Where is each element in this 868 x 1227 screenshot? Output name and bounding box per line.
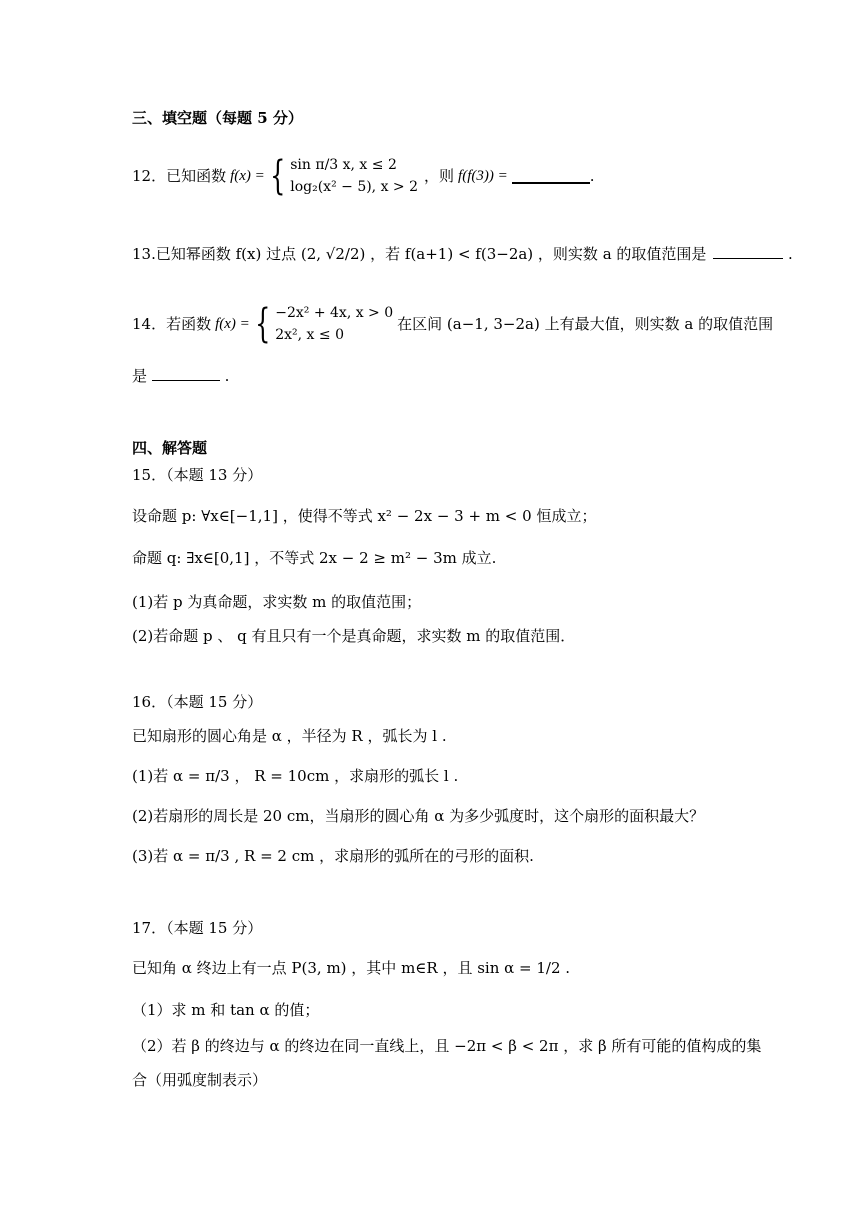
q12-label: 12．已知函数: [132, 167, 227, 185]
q12-case-1: sin π/3 x, x ≤ 2: [290, 157, 397, 173]
q17-header: 17．（本题 15 分）: [132, 919, 263, 937]
q12-answer-blank[interactable]: [512, 168, 590, 184]
q17-subquestion-1: （1）求 m 和 tan α 的值；: [132, 1001, 320, 1019]
q17-subquestion-2-b: 合（用弧度制表示）: [132, 1071, 268, 1089]
question-12: [132, 148, 595, 204]
question-14: [132, 298, 773, 350]
q13-end: .: [787, 245, 793, 263]
q14-cases: [275, 302, 393, 346]
q15-subquestion-2: (2)若命题 p 、 q 有且只有一个是真命题，求实数 m 的取值范围．: [132, 627, 576, 645]
q14-case-2: 2x², x ≤ 0: [275, 327, 344, 343]
q12-end: .: [589, 167, 595, 185]
q16-subquestion-1: (1)若 α = π/3 ， R = 10cm ，求扇形的弧长 l .: [132, 767, 459, 785]
section-3-title: 三、填空题（每题 5 分）: [132, 109, 303, 127]
question-14-line-2: [132, 366, 229, 386]
q12-fx: f(x) =: [230, 168, 265, 184]
q12-cases: [290, 154, 418, 198]
q15-proposition-p: 设命题 p: ∀x∈[−1,1] ，使得不等式 x² − 2x − 3 + m < 0 恒成立；: [132, 507, 597, 525]
q14-brace: {: [254, 301, 271, 347]
section-4-title: 四、解答题: [132, 439, 208, 457]
q14-rest: 在区间 (a−1, 3−2a) 上有最大值，则实数 a 的取值范围: [397, 315, 774, 333]
question-13: [132, 244, 793, 264]
q13-answer-blank[interactable]: [713, 244, 783, 259]
q15-proposition-q: 命题 q: ∃x∈[0,1] ，不等式 2x − 2 ≥ m² − 3m 成立.: [132, 549, 497, 567]
q12-ask: f(f(3)) =: [458, 168, 508, 184]
q16-subquestion-2: (2)若扇形的周长是 20 cm，当扇形的圆心角 α 为多少弧度时，这个扇形的面积最大？: [132, 807, 705, 825]
q17-subquestion-2-a: （2）若 β 的终边与 α 的终边在同一直线上，且 −2π < β < 2π ，求 β 所有可能的值构成的集: [132, 1037, 762, 1055]
q13-text: 13.已知幂函数 f(x) 过点 (2, √2/2) ，若 f(a+1) < f(3−2a) ，则实数 a 的取值范围是: [132, 245, 707, 263]
q15-subquestion-1: (1)若 p 为真命题，求实数 m 的取值范围；: [132, 593, 422, 611]
q16-subquestion-3: (3)若 α = π/3 , R = 2 cm ，求扇形的弧所在的弓形的面积.: [132, 847, 534, 865]
q15-header: 15．（本题 13 分）: [132, 466, 263, 484]
q14-label: 14．若函数: [132, 315, 212, 333]
q14-fx: f(x) =: [215, 316, 250, 332]
q14-answer-blank[interactable]: [152, 366, 220, 381]
q12-brace: {: [269, 153, 286, 199]
q12-case-2: log₂(x² − 5), x > 2: [290, 179, 419, 195]
q14-line2: 是: [132, 367, 148, 385]
q17-intro: 已知角 α 终边上有一点 P(3, m) ，其中 m∈R ，且 sin α = 1/2 .: [132, 959, 571, 977]
q12-then: ，则: [424, 167, 455, 185]
q16-header: 16．（本题 15 分）: [132, 693, 263, 711]
q14-case-1: −2x² + 4x, x > 0: [275, 305, 394, 321]
q14-end: .: [224, 367, 230, 385]
q16-intro: 已知扇形的圆心角是 α ，半径为 R ，弧长为 l .: [132, 727, 447, 745]
